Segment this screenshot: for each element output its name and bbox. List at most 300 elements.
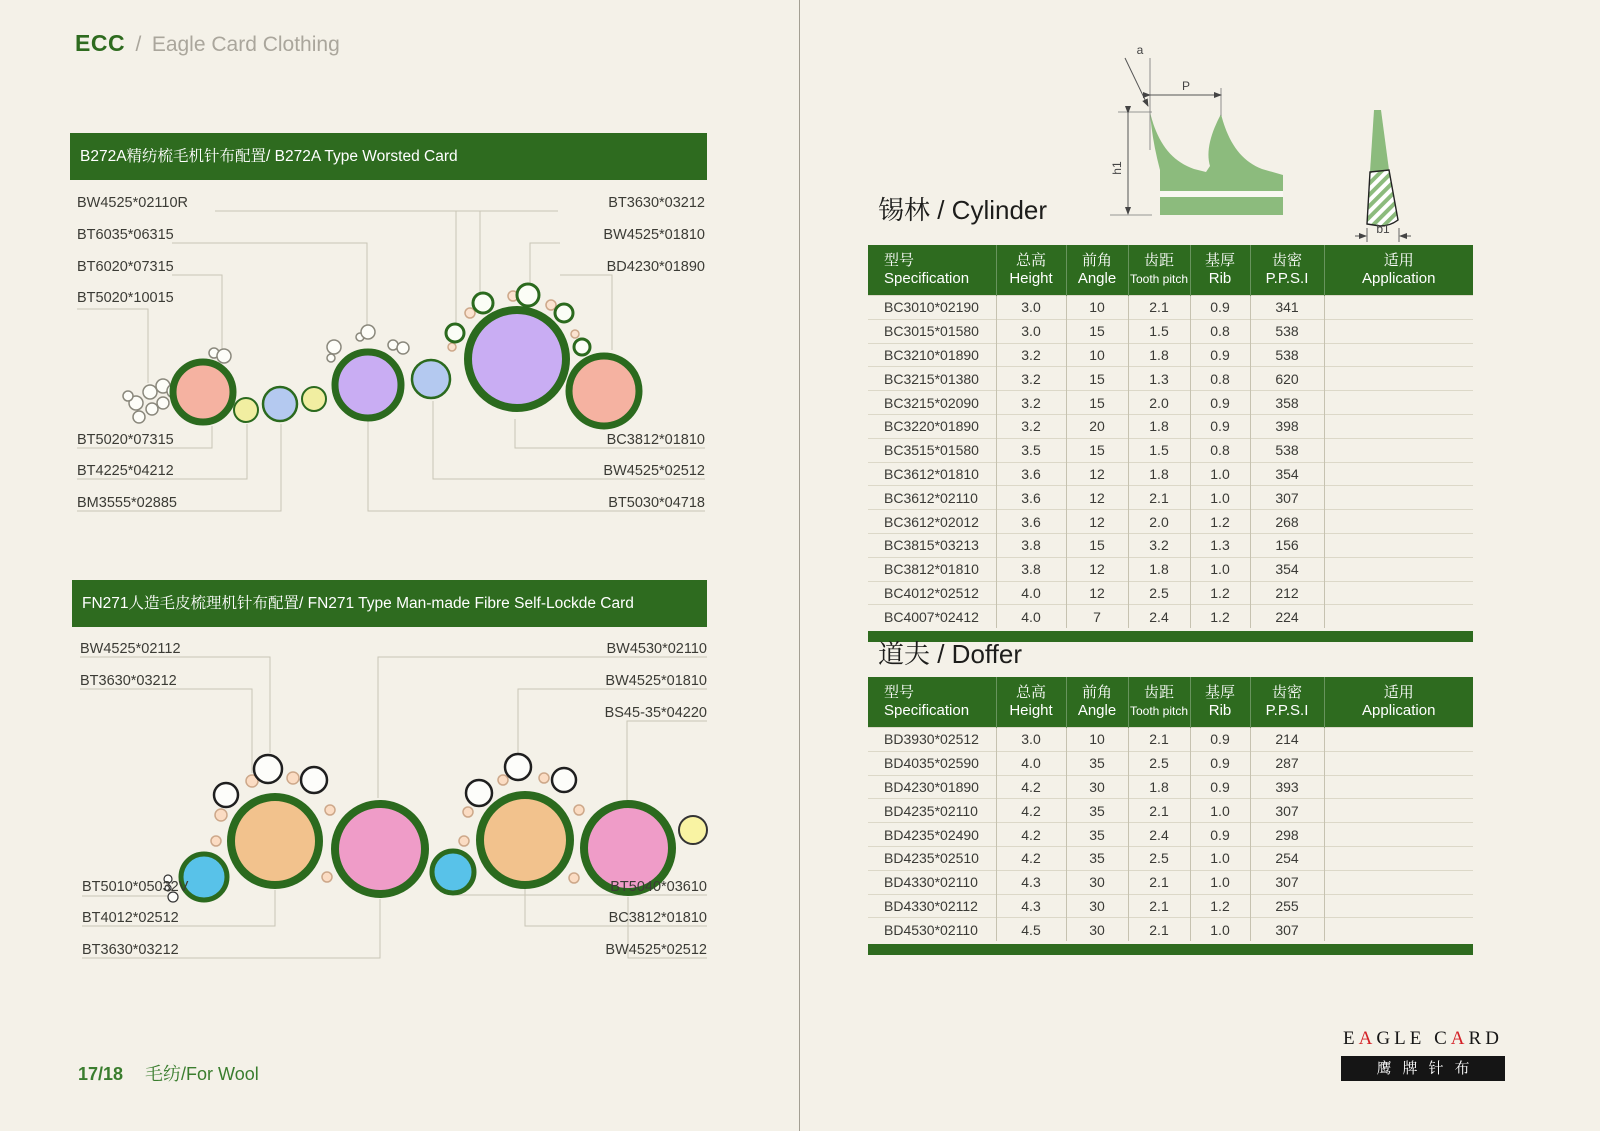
cell xyxy=(1324,510,1473,534)
cell: 2.1 xyxy=(1128,296,1190,320)
roller-circle xyxy=(569,873,579,883)
cell: 15 xyxy=(1066,438,1128,462)
leader-line xyxy=(172,275,222,349)
part-label: BW4525*01810 xyxy=(605,673,707,689)
cell: 1.2 xyxy=(1190,581,1250,605)
table-row xyxy=(868,799,1473,823)
logo-chinese-box: 鹰牌针布 xyxy=(1341,1056,1505,1081)
cell: 4.2 xyxy=(996,823,1066,847)
table-row xyxy=(868,870,1473,894)
cell: 1.3 xyxy=(1128,367,1190,391)
roller-circle xyxy=(234,398,258,422)
cell: 30 xyxy=(1066,918,1128,941)
cell xyxy=(1324,728,1473,752)
leader-line xyxy=(80,657,270,753)
col-header: 齿密 P.P.S.I xyxy=(1250,677,1324,728)
doffer-section-title: 道夫 / Doffer xyxy=(878,639,1023,669)
cell: 2.1 xyxy=(1128,486,1190,510)
cell xyxy=(1324,414,1473,438)
part-label: BW4525*02112 xyxy=(80,641,181,657)
roller-circle xyxy=(432,851,474,893)
table-row xyxy=(868,510,1473,534)
col-header: 总高 Height xyxy=(996,677,1066,728)
roller-circle xyxy=(335,352,401,418)
cell: 354 xyxy=(1250,462,1324,486)
wire-side-section-hatched xyxy=(1367,170,1398,226)
part-label: BW4525*01810 xyxy=(603,227,705,243)
cell: 3.2 xyxy=(996,367,1066,391)
cell: 3.6 xyxy=(996,510,1066,534)
cell xyxy=(1324,775,1473,799)
part-label: BT6035*06315 xyxy=(77,227,174,243)
col-header: 型号 Specification xyxy=(868,245,996,296)
cell: BC3612*02110 xyxy=(868,486,996,510)
cell: BD4330*02112 xyxy=(868,894,996,918)
cell: 0.9 xyxy=(1190,775,1250,799)
page-footer xyxy=(78,1060,259,1086)
cell: 224 xyxy=(1250,605,1324,628)
part-label: BT5030*04718 xyxy=(608,495,705,511)
leader-line xyxy=(627,721,707,800)
cell: 212 xyxy=(1250,581,1324,605)
roller-circle xyxy=(468,310,566,408)
roller-circle xyxy=(322,872,332,882)
cell: 0.8 xyxy=(1190,319,1250,343)
col-header: 前角 Angle xyxy=(1066,245,1128,296)
roller-circle xyxy=(133,411,145,423)
cell xyxy=(1324,605,1473,628)
cell xyxy=(1324,486,1473,510)
roller-circle xyxy=(679,816,707,844)
cell: BC3215*02090 xyxy=(868,391,996,415)
cell: 2.5 xyxy=(1128,846,1190,870)
part-label: BT3630*03212 xyxy=(82,942,179,958)
col-header: 基厚 Rib xyxy=(1190,245,1250,296)
cell: 4.5 xyxy=(996,918,1066,941)
cell: 10 xyxy=(1066,728,1128,752)
col-header: 齿距 Tooth pitch xyxy=(1128,677,1190,728)
cell: BD4235*02110 xyxy=(868,799,996,823)
cell xyxy=(1324,296,1473,320)
cell: 12 xyxy=(1066,510,1128,534)
cell: 354 xyxy=(1250,557,1324,581)
cell: 0.9 xyxy=(1190,414,1250,438)
cell: 1.8 xyxy=(1128,462,1190,486)
cell: 3.0 xyxy=(996,296,1066,320)
cell: 2.1 xyxy=(1128,894,1190,918)
cell: BC3612*02012 xyxy=(868,510,996,534)
cell: 3.2 xyxy=(1128,533,1190,557)
cell: 1.0 xyxy=(1190,799,1250,823)
leader-line xyxy=(82,896,178,899)
cell xyxy=(1324,799,1473,823)
roller-circle xyxy=(539,773,549,783)
roller-circle xyxy=(552,768,576,792)
cell: 0.9 xyxy=(1190,728,1250,752)
roller-circle xyxy=(574,805,584,815)
cell: BD4235*02490 xyxy=(868,823,996,847)
roller-circle xyxy=(463,807,473,817)
cylinder-spec-table xyxy=(868,245,1473,642)
cell: 30 xyxy=(1066,870,1128,894)
table-row xyxy=(868,296,1473,320)
cell: 12 xyxy=(1066,462,1128,486)
cell: 307 xyxy=(1250,870,1324,894)
cell: BC4007*02412 xyxy=(868,605,996,628)
cell: 3.5 xyxy=(996,438,1066,462)
cell: 4.0 xyxy=(996,605,1066,628)
cell: 10 xyxy=(1066,296,1128,320)
cell: 2.4 xyxy=(1128,823,1190,847)
cell: 4.2 xyxy=(996,799,1066,823)
part-label: BT4225*04212 xyxy=(77,463,174,479)
dim-label-a: a xyxy=(1136,43,1144,57)
part-label: BT5010*05032V xyxy=(82,879,189,895)
cell: 4.2 xyxy=(996,775,1066,799)
wire-tooth-profile-diagram xyxy=(1090,35,1470,245)
cell: 0.9 xyxy=(1190,391,1250,415)
page-header xyxy=(75,30,340,57)
cell xyxy=(1324,557,1473,581)
table-row xyxy=(868,581,1473,605)
cell: 398 xyxy=(1250,414,1324,438)
table-row xyxy=(868,557,1473,581)
cell: 0.9 xyxy=(1190,296,1250,320)
part-label: BT5020*10015 xyxy=(77,290,174,306)
table-row xyxy=(868,319,1473,343)
dim-label-h1: h1 xyxy=(1110,161,1124,175)
cell: 0.8 xyxy=(1190,367,1250,391)
cell xyxy=(1324,751,1473,775)
roller-circle xyxy=(211,836,221,846)
cell: 4.0 xyxy=(996,751,1066,775)
roller-circle xyxy=(473,293,493,313)
doffer-spec-table xyxy=(868,677,1473,955)
cell: 2.0 xyxy=(1128,510,1190,534)
cell: 35 xyxy=(1066,846,1128,870)
cell: 268 xyxy=(1250,510,1324,534)
cell: BD4235*02510 xyxy=(868,846,996,870)
cell xyxy=(1324,823,1473,847)
cell xyxy=(1324,870,1473,894)
roller-circle xyxy=(325,805,335,815)
roller-circle xyxy=(569,356,639,426)
cell: 3.8 xyxy=(996,557,1066,581)
brand-ecc: ECC xyxy=(75,30,126,56)
col-header: 前角 Angle xyxy=(1066,677,1128,728)
cell: 254 xyxy=(1250,846,1324,870)
dim-label-b1: b1 xyxy=(1376,222,1390,236)
cell: 30 xyxy=(1066,894,1128,918)
part-label: BW4525*02110R xyxy=(77,195,188,211)
table-row xyxy=(868,367,1473,391)
roller-circle xyxy=(123,391,133,401)
cylinder-section-title: 锡林 / Cylinder xyxy=(878,195,1048,225)
cell: 1.8 xyxy=(1128,557,1190,581)
cell: 15 xyxy=(1066,367,1128,391)
part-label: BT6020*07315 xyxy=(77,259,174,275)
cell: 538 xyxy=(1250,438,1324,462)
cell: 15 xyxy=(1066,391,1128,415)
cell: 538 xyxy=(1250,343,1324,367)
cell: 341 xyxy=(1250,296,1324,320)
cell: 2.1 xyxy=(1128,728,1190,752)
part-label: BT3630*03212 xyxy=(608,195,705,211)
roller-circle xyxy=(361,325,375,339)
cell: 3.6 xyxy=(996,486,1066,510)
table-row xyxy=(868,391,1473,415)
cell: BC3515*01580 xyxy=(868,438,996,462)
cell: 1.0 xyxy=(1190,918,1250,941)
cell xyxy=(1324,438,1473,462)
roller-circle xyxy=(517,284,539,306)
cell: 3.0 xyxy=(996,319,1066,343)
table-row xyxy=(868,533,1473,557)
cell: 1.5 xyxy=(1128,438,1190,462)
cell: 1.2 xyxy=(1190,894,1250,918)
cell: 2.5 xyxy=(1128,581,1190,605)
roller-circle xyxy=(327,354,335,362)
cell: 307 xyxy=(1250,799,1324,823)
cell xyxy=(1324,533,1473,557)
cell: 1.5 xyxy=(1128,319,1190,343)
table-row xyxy=(868,823,1473,847)
cell: 1.8 xyxy=(1128,343,1190,367)
cell: BD4035*02590 xyxy=(868,751,996,775)
cell: 0.8 xyxy=(1190,438,1250,462)
b272a-card-roller-diagram xyxy=(70,185,715,530)
cell: 287 xyxy=(1250,751,1324,775)
table-row xyxy=(868,462,1473,486)
eagle-card-logo xyxy=(1338,1028,1508,1081)
roller-circle xyxy=(254,755,282,783)
cell: 620 xyxy=(1250,367,1324,391)
roller-circle xyxy=(446,324,464,342)
cell: 3.2 xyxy=(996,414,1066,438)
table-bottom-bar xyxy=(868,944,1473,955)
cell: 1.3 xyxy=(1190,533,1250,557)
cell: 2.5 xyxy=(1128,751,1190,775)
table-row xyxy=(868,605,1473,628)
cell: 15 xyxy=(1066,533,1128,557)
cell: 2.1 xyxy=(1128,799,1190,823)
table-row xyxy=(868,486,1473,510)
cell: BC3010*02190 xyxy=(868,296,996,320)
roller-circle xyxy=(301,767,327,793)
cell: 2.4 xyxy=(1128,605,1190,628)
col-header: 型号 Specification xyxy=(868,677,996,728)
table-row xyxy=(868,894,1473,918)
part-label: BT5020*07315 xyxy=(77,432,174,448)
table-row xyxy=(868,751,1473,775)
table-row xyxy=(868,438,1473,462)
cell: 4.3 xyxy=(996,894,1066,918)
cell: BC3210*01890 xyxy=(868,343,996,367)
footer-category: 毛纺/For Wool xyxy=(145,1064,259,1084)
cell: 4.0 xyxy=(996,581,1066,605)
cell: BC3220*01890 xyxy=(868,414,996,438)
part-label: BS45-35*04220 xyxy=(604,705,707,721)
roller-circle xyxy=(217,349,231,363)
roller-circle xyxy=(263,387,297,421)
cell: 35 xyxy=(1066,751,1128,775)
logo-wordmark: EAGLE CARD xyxy=(1343,1028,1503,1049)
leader-line xyxy=(172,243,367,327)
part-label: BW4525*02512 xyxy=(603,463,705,479)
col-header: 总高 Height xyxy=(996,245,1066,296)
roller-circle xyxy=(465,308,475,318)
cell: 1.2 xyxy=(1190,605,1250,628)
cell: BC3215*01380 xyxy=(868,367,996,391)
cell: 12 xyxy=(1066,486,1128,510)
roller-circle xyxy=(397,342,409,354)
table-row xyxy=(868,728,1473,752)
table-row xyxy=(868,414,1473,438)
leader-line xyxy=(215,211,480,296)
cell: 3.0 xyxy=(996,728,1066,752)
cell xyxy=(1324,391,1473,415)
cell: 4.3 xyxy=(996,870,1066,894)
part-label: BT4012*02512 xyxy=(82,910,179,926)
roller-circle xyxy=(555,304,573,322)
tooth-base-stripe xyxy=(1160,191,1283,197)
cell: BC3612*01810 xyxy=(868,462,996,486)
cell: BC4012*02512 xyxy=(868,581,996,605)
table-row xyxy=(868,918,1473,941)
page-title: Eagle Card Clothing xyxy=(151,33,340,56)
cell: 538 xyxy=(1250,319,1324,343)
header-divider: / xyxy=(135,33,142,56)
cell: 35 xyxy=(1066,823,1128,847)
cell xyxy=(1324,343,1473,367)
cell: 358 xyxy=(1250,391,1324,415)
cell: 156 xyxy=(1250,533,1324,557)
roller-circle xyxy=(287,772,299,784)
cell: 0.9 xyxy=(1190,823,1250,847)
dim-label-p: P xyxy=(1181,79,1191,93)
cell: 255 xyxy=(1250,894,1324,918)
table-row xyxy=(868,775,1473,799)
part-label: BT5040*03610 xyxy=(610,879,707,895)
roller-circle xyxy=(571,330,579,338)
roller-circle xyxy=(505,754,531,780)
roller-circle xyxy=(412,360,450,398)
roller-circle xyxy=(143,385,157,399)
part-label: BW4530*02110 xyxy=(606,641,707,657)
cell: 1.0 xyxy=(1190,557,1250,581)
cell: BC3812*01810 xyxy=(868,557,996,581)
cell: 1.2 xyxy=(1190,510,1250,534)
cell: 0.9 xyxy=(1190,751,1250,775)
cell: BD4330*02110 xyxy=(868,870,996,894)
table-row xyxy=(868,846,1473,870)
roller-circle xyxy=(215,809,227,821)
leader-line xyxy=(77,309,148,383)
cell: 10 xyxy=(1066,343,1128,367)
cell: 2.1 xyxy=(1128,918,1190,941)
banner-fn271-card: FN271人造毛皮梳理机针布配置/ FN271 Type Man-made Fibre Self-Lockde Card xyxy=(72,580,707,627)
part-label: BW4525*02512 xyxy=(605,942,707,958)
cell: 7 xyxy=(1066,605,1128,628)
part-label: BD4230*01890 xyxy=(606,259,705,275)
col-header: 齿距 Tooth pitch xyxy=(1128,245,1190,296)
col-header: 齿密 P.P.S.I xyxy=(1250,245,1324,296)
cell: 1.8 xyxy=(1128,775,1190,799)
cell: 15 xyxy=(1066,319,1128,343)
fn271-card-roller-diagram xyxy=(70,630,715,975)
cell: 12 xyxy=(1066,557,1128,581)
roller-circle xyxy=(498,775,508,785)
page-divider xyxy=(799,0,800,1131)
cell: 1.0 xyxy=(1190,870,1250,894)
table-row xyxy=(868,343,1473,367)
cell: 12 xyxy=(1066,581,1128,605)
leader-line xyxy=(80,689,252,773)
roller-circle xyxy=(459,836,469,846)
roller-circle xyxy=(335,804,425,894)
roller-circle xyxy=(480,795,570,885)
roller-circle xyxy=(214,783,238,807)
banner-b272a-worsted-card: B272A精纺梳毛机针布配置/ B272A Type Worsted Card xyxy=(70,133,707,180)
col-header: 适用 Application xyxy=(1324,677,1473,728)
wire-side-section-top xyxy=(1370,110,1389,172)
tooth-profile-shape xyxy=(1150,112,1283,215)
cell: 0.9 xyxy=(1190,343,1250,367)
roller-circle xyxy=(231,797,319,885)
roller-circle xyxy=(546,300,556,310)
cell: 1.0 xyxy=(1190,486,1250,510)
cell: 1.8 xyxy=(1128,414,1190,438)
cell: 3.8 xyxy=(996,533,1066,557)
cell: 1.0 xyxy=(1190,846,1250,870)
cell: BD4530*02110 xyxy=(868,918,996,941)
cell: 307 xyxy=(1250,918,1324,941)
roller-circle xyxy=(448,343,456,351)
cell: BC3815*03213 xyxy=(868,533,996,557)
cell: 35 xyxy=(1066,799,1128,823)
col-header: 基厚 Rib xyxy=(1190,677,1250,728)
cell: 4.2 xyxy=(996,846,1066,870)
roller-circle xyxy=(146,403,158,415)
roller-circle xyxy=(157,397,169,409)
cell: 307 xyxy=(1250,486,1324,510)
roller-circle xyxy=(466,780,492,806)
cell: 393 xyxy=(1250,775,1324,799)
cell xyxy=(1324,846,1473,870)
part-label: BC3812*01810 xyxy=(606,432,705,448)
roller-circle xyxy=(327,340,341,354)
part-label: BM3555*02885 xyxy=(77,495,177,511)
cell: BD4230*01890 xyxy=(868,775,996,799)
cell: 298 xyxy=(1250,823,1324,847)
page-number: 17/18 xyxy=(78,1064,124,1084)
col-header: 适用 Application xyxy=(1324,245,1473,296)
cell: 30 xyxy=(1066,775,1128,799)
cell xyxy=(1324,462,1473,486)
cell: BC3015*01580 xyxy=(868,319,996,343)
cell xyxy=(1324,367,1473,391)
cell: 2.0 xyxy=(1128,391,1190,415)
roller-circle xyxy=(173,362,233,422)
cell: BD3930*02512 xyxy=(868,728,996,752)
roller-circle xyxy=(574,339,590,355)
cell xyxy=(1324,918,1473,941)
cell: 20 xyxy=(1066,414,1128,438)
cell: 214 xyxy=(1250,728,1324,752)
cell: 3.2 xyxy=(996,391,1066,415)
cell: 3.6 xyxy=(996,462,1066,486)
cell: 2.1 xyxy=(1128,870,1190,894)
